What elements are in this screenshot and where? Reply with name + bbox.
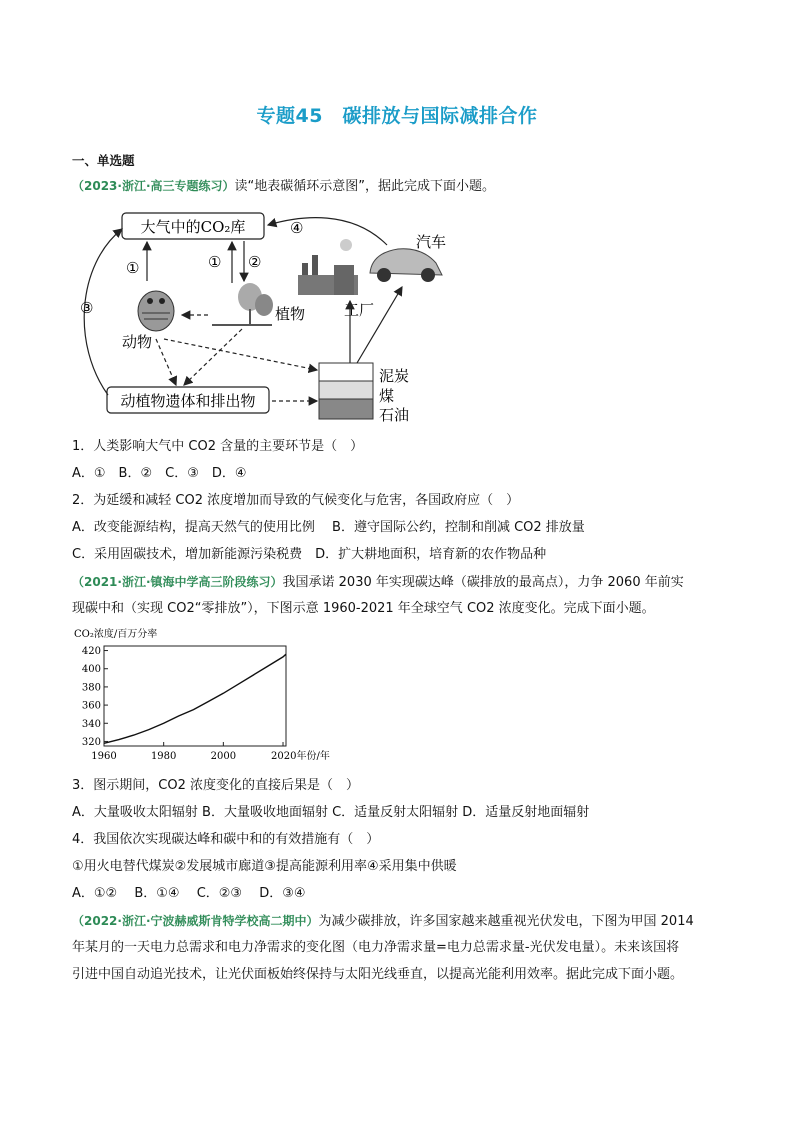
x-tick-label: 1980 — [150, 751, 177, 762]
group2-intro-line2: 现碳中和（实现 CO2“零排放”），下图示意 1960-2021 年全球空气 CO2 浓度变化。完成下面小题。 — [72, 601, 655, 616]
animal-label: 动物 — [122, 333, 153, 351]
x-tick-label: 1960 — [91, 751, 117, 762]
group3-intro-line3: 引进中国自动追光技术，让光伏面板始终保持与太阳光线垂直，以提高光能利用效率。据此完成下面小题。 — [72, 967, 684, 982]
y-tick-label: 380 — [81, 682, 101, 694]
arrow-2-label: ② — [248, 253, 262, 271]
q2-stem: 2．为延缓和减轻 CO2 浓度增加而导致的气候变化与危害，各国政府应（ ） — [72, 493, 520, 508]
q2-options-cd: C．采用固碳技术，增加新能源污染税费 D．扩大耕地面积，培育新的农作物品种 — [72, 547, 547, 562]
q4-items: ①用火电替代煤炭②发展城市廊道③提高能源利用率④采用集中供暖 — [72, 859, 457, 874]
group3-source: （2022·浙江·宁波赫威斯肯特学校高二期中） — [72, 914, 319, 928]
factory-icon — [298, 239, 358, 295]
group2-intro-line1 — [72, 573, 684, 592]
y-tick-label: 420 — [81, 646, 101, 658]
plant-label: 植物 — [275, 305, 306, 323]
q1-stem: 1．人类影响大气中 CO2 含量的主要环节是（ ） — [72, 439, 364, 454]
carbon-cycle-diagram — [72, 205, 452, 430]
atmosphere-label: 大气中的CO₂库 — [140, 218, 246, 236]
arrow-4-label: ④ — [290, 219, 304, 237]
co2-chart — [72, 626, 332, 766]
q2-options-ab: A．改变能源结构，提高天然气的使用比例 B．遵守国际公约，控制和削减 CO2 排放量 — [72, 520, 585, 535]
group3-intro-text1: 为减少碳排放，许多国家越来越重视光伏发电，下图为甲国 2014 — [318, 914, 694, 929]
car-icon — [370, 249, 442, 282]
q4-stem: 4．我国依次实现碳达峰和碳中和的有效措施有（ ） — [72, 832, 380, 847]
section-heading: 一、单选题 — [72, 153, 135, 168]
y-tick-label: 320 — [81, 736, 101, 748]
tiger-icon — [138, 291, 174, 331]
remains-label: 动植物遗体和排出物 — [120, 392, 256, 410]
oil-label: 石油 — [379, 406, 410, 424]
factory-label: 工厂 — [344, 301, 375, 319]
y-tick-label: 340 — [81, 718, 101, 730]
arrow-1b-label: ① — [208, 253, 222, 271]
q1-options: A．① B．② C．③ D．④ — [72, 466, 247, 481]
plant-icon — [212, 283, 273, 325]
page-title: 专题45 碳排放与国际减排合作 — [256, 105, 538, 127]
peat-label: 泥炭 — [379, 367, 410, 385]
group3-intro-line1 — [72, 912, 694, 931]
arrow-1a-label: ① — [126, 259, 140, 277]
chart-ylabel: CO₂浓度/百万分率 — [74, 629, 158, 640]
group3-intro-line2: 年某月的一天电力总需求和电力净需求的变化图（电力净需求量=电力总需求量-光伏发电量）。未来该国将 — [72, 940, 680, 955]
y-tick-label: 400 — [81, 664, 101, 676]
group1-intro-text: 读“地表碳循环示意图”，据此完成下面小题。 — [234, 179, 496, 194]
x-tick-label: 2000 — [210, 751, 237, 762]
q3-options: A．大量吸收太阳辐射 B．大量吸收地面辐射 C．适量反射太阳辐射 D．适量反射地面辐射 — [72, 805, 590, 820]
co2-series-line — [104, 654, 286, 743]
group2-intro-text1: 我国承诺 2030 年实现碳达峰（碳排放的最高点），力争 2060 年前实 — [282, 575, 684, 590]
arrow-3-label: ③ — [80, 299, 94, 317]
group1-source: （2023·浙江·高三专题练习） — [72, 179, 235, 193]
coal-label: 煤 — [379, 387, 395, 405]
car-label: 汽车 — [416, 233, 447, 251]
group1-intro — [72, 177, 495, 196]
x-tick-label: 2020年份/年 — [271, 751, 330, 762]
q3-stem: 3．图示期间，CO2 浓度变化的直接后果是（ ） — [72, 778, 359, 793]
q4-options: A．①② B．①④ C．②③ D．③④ — [72, 886, 306, 901]
group2-source: （2021·浙江·镇海中学高三阶段练习） — [72, 575, 283, 589]
y-tick-label: 360 — [81, 700, 101, 712]
